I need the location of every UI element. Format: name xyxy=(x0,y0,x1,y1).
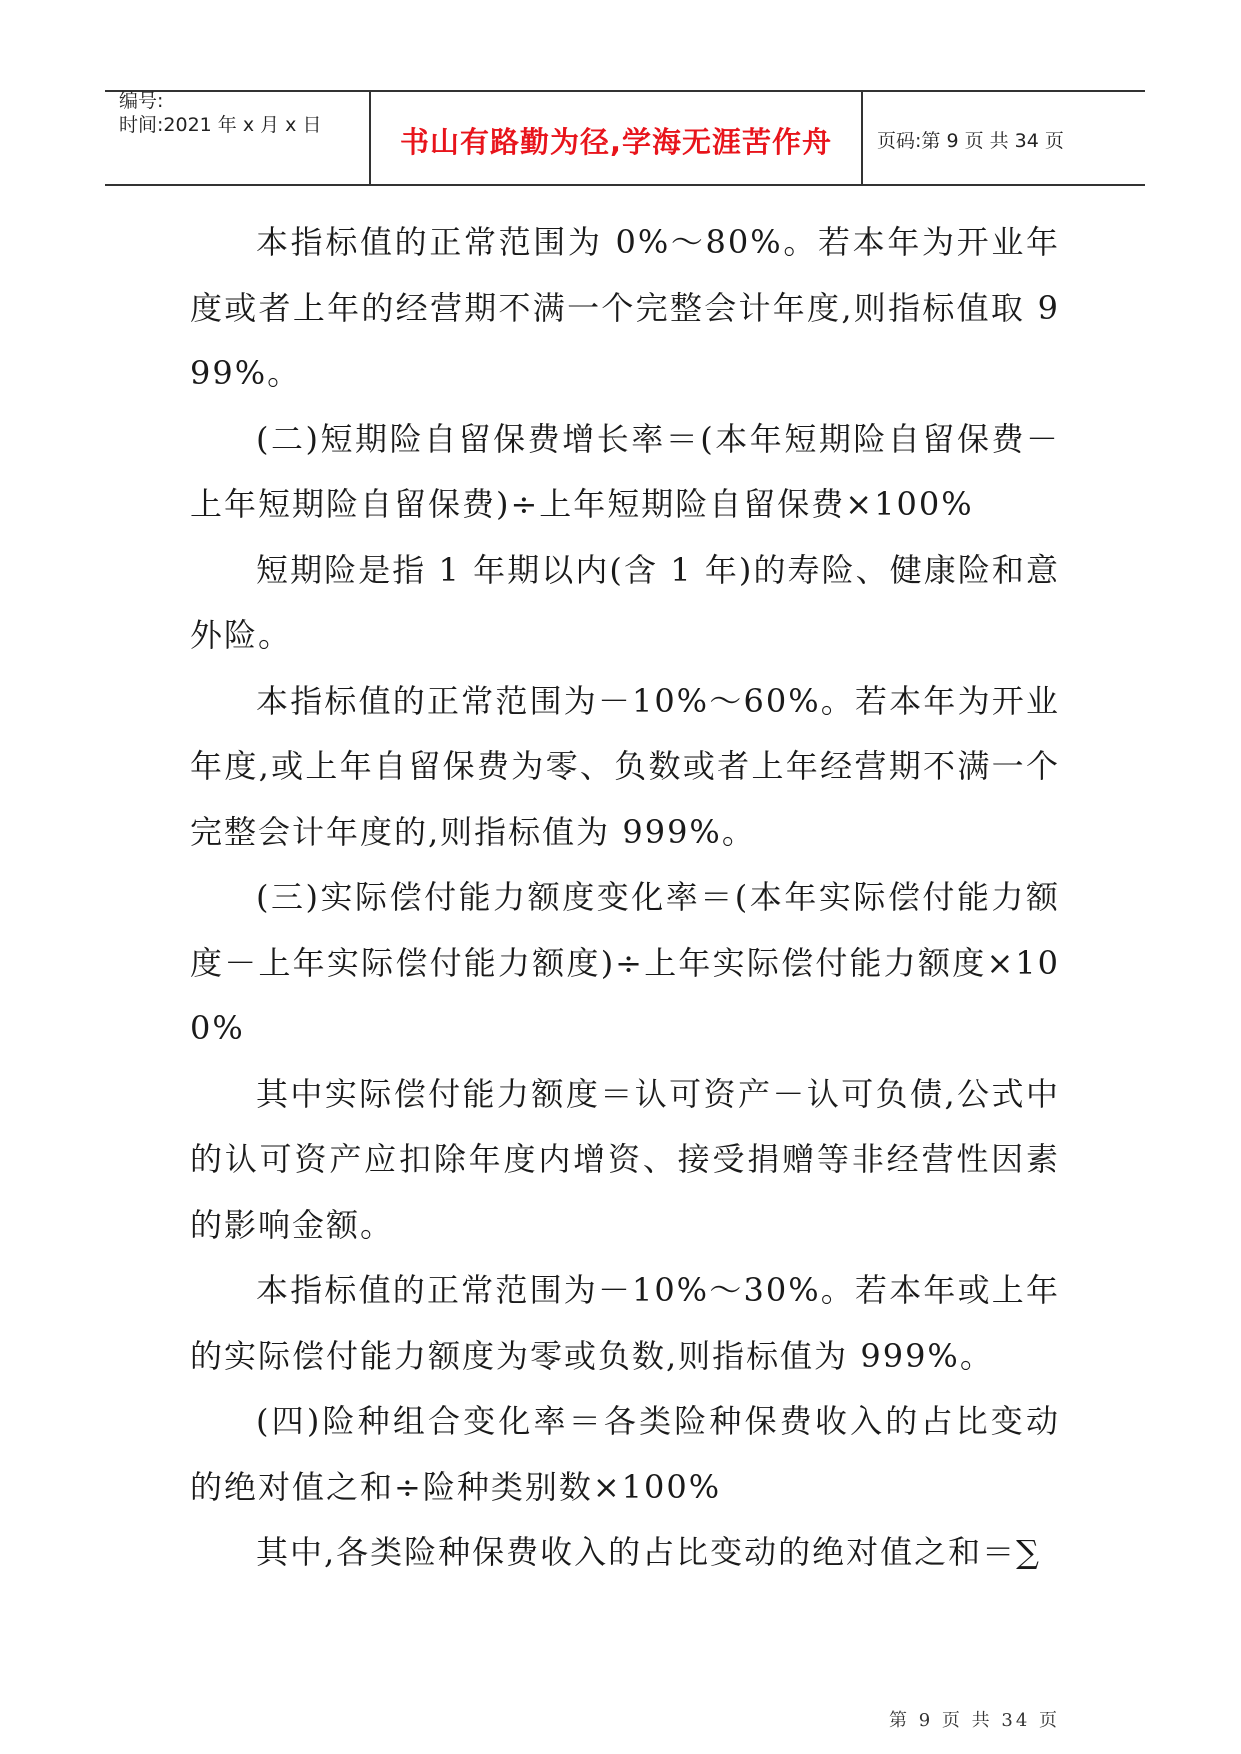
document-body xyxy=(190,210,1060,1586)
paragraph: (二)短期险自留保费增长率＝(本年短期险自留保费－上年短期险自留保费)÷上年短期险自留保费×100% xyxy=(190,419,1060,523)
page-footer: 第 9 页 共 34 页 xyxy=(889,1710,1060,1731)
header-motto-cell xyxy=(371,92,863,184)
document-time-label: 时间:2021 年 x 月 x 日 xyxy=(119,114,322,136)
paragraph: 其中,各类险种保费收入的占比变动的绝对值之和＝∑ xyxy=(256,1533,1042,1571)
header-motto: 书山有路勤为径,学海无涯苦作舟 xyxy=(399,125,833,159)
paragraph: 短期险是指 1 年期以内(含 1 年)的寿险、健康险和意外险。 xyxy=(190,550,1060,654)
paragraph: (四)险种组合变化率＝各类险种保费收入的占比变动的绝对值之和÷险种类别数×100% xyxy=(190,1402,1060,1506)
paragraph: 本指标值的正常范围为 0%～80%。若本年为开业年度或者上年的经营期不满一个完整会计年度,则指标值取 999%。 xyxy=(190,223,1060,392)
paragraph: 本指标值的正常范围为－10%～60%。若本年为开业年度,或上年自留保费为零、负数或者上年经营期不满一个完整会计年度的,则指标值为 999%。 xyxy=(190,681,1060,851)
paragraph: (三)实际偿付能力额度变化率＝(本年实际偿付能力额度－上年实际偿付能力额度)÷上年实际偿付能力额度×100% xyxy=(190,878,1060,1047)
paragraph: 本指标值的正常范围为－10%～30%。若本年或上年的实际偿付能力额度为零或负数,则指标值为 999%。 xyxy=(190,1271,1060,1375)
header-page-cell xyxy=(863,92,1145,184)
header-page-info: 页码:第 9 页 共 34 页 xyxy=(877,130,1064,152)
paragraph: 其中实际偿付能力额度＝认可资产－认可负债,公式中的认可资产应扣除年度内增资、接受捐赠等非经营性因素的影响金额。 xyxy=(190,1074,1060,1244)
header-meta-cell xyxy=(105,92,371,184)
document-number-label: 编号: xyxy=(119,90,164,112)
page-header xyxy=(105,90,1145,186)
